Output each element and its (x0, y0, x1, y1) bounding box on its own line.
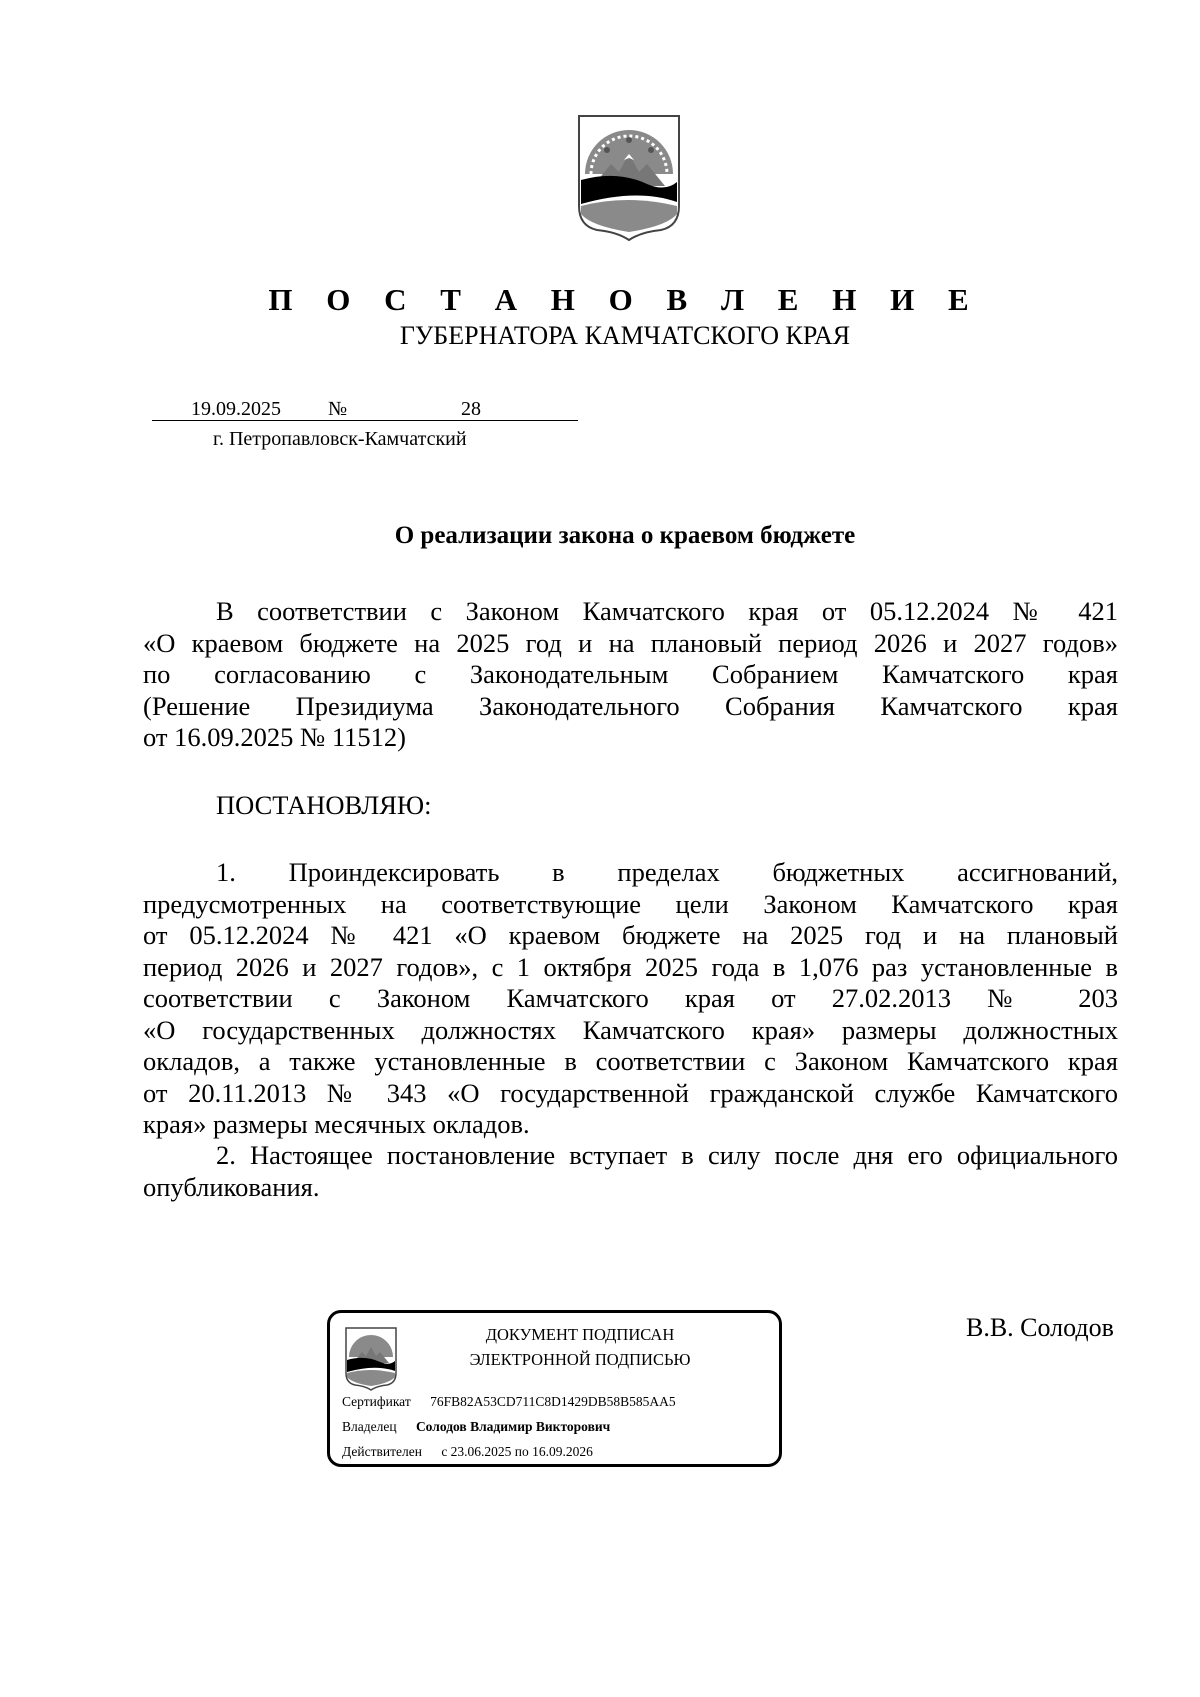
owner-value: Солодов Владимир Викторович (415, 1419, 611, 1434)
item-1-line: от 05.12.2024 № 421 «О краевом бюджете на 2025 год и на плановый (143, 920, 1118, 950)
document-date: 19.09.2025 (191, 398, 281, 420)
item-1-line: края» размеры месячных окладов. (143, 1109, 530, 1139)
certificate-row (342, 1394, 676, 1410)
item-1-line: 1. Проиндексировать в пределах бюджетных ассигнований, (216, 857, 1118, 887)
preamble (143, 596, 1118, 754)
item-1-line: период 2026 и 2027 годов», с 1 октября 2025 года в 1,076 раз установленные в (143, 951, 1118, 982)
certificate-value: 76FB82A53CD711C8D1429DB58B585AA5 (430, 1394, 676, 1409)
item-1-line: «О государственных должностях Камчатского края» размеры должностных (143, 1014, 1118, 1045)
kamchatka-emblem-logo (577, 114, 681, 242)
signer-name: В.В. Солодов (966, 1313, 1114, 1342)
item-1-line: окладов, а также установленные в соответствии с Законом Камчатского края (143, 1046, 1118, 1076)
stamp-heading-line2: ЭЛЕКТРОННОЙ ПОДПИСЬЮ (469, 1350, 691, 1369)
validity-value: с 23.06.2025 по 16.09.2026 (441, 1444, 593, 1459)
item-2 (143, 1140, 1118, 1203)
document-type-title: П О С Т А Н О В Л Е Н И Е (268, 282, 982, 317)
date-number-line (152, 398, 578, 421)
kamchatka-emblem-small-logo (345, 1327, 397, 1391)
item-1-line: от 20.11.2013 № 343 «О государственной гражданской службе Камчатского (143, 1077, 1118, 1108)
owner-row (342, 1419, 610, 1435)
preamble-line: по согласованию с Законодательным Собранием Камчатского края (143, 659, 1118, 689)
preamble-line: В соответствии с Законом Камчатского края от 05.12.2024 № 421 (216, 596, 1118, 626)
decree-word: ПОСТАНОВЛЯЮ: (216, 790, 432, 820)
owner-label: Владелец (342, 1419, 397, 1434)
item-1-line: предусмотренных на соответствующие цели Законом Камчатского края (143, 888, 1118, 919)
certificate-label: Сертификат (342, 1394, 411, 1409)
preamble-line: «О краевом бюджете на 2025 год и на плановый период 2026 и 2027 годов» (143, 627, 1118, 658)
electronic-signature-stamp (327, 1310, 782, 1467)
item-1 (143, 857, 1118, 1141)
validity-row (342, 1444, 593, 1460)
item-2-line: 2. Настоящее постановление вступает в силу после дня его официального (216, 1140, 1118, 1170)
document-subject: О реализации закона о краевом бюджете (394, 522, 856, 549)
document-number: 28 (461, 398, 481, 420)
item-1-line: соответствии с Законом Камчатского края от 27.02.2013 № 203 (143, 983, 1118, 1013)
stamp-heading-line1: ДОКУМЕНТ ПОДПИСАН (485, 1325, 675, 1344)
city: г. Петропавловск-Камчатский (213, 428, 467, 450)
item-2-line: опубликования. (143, 1171, 320, 1202)
decree-word-block (143, 790, 1118, 822)
preamble-line: от 16.09.2025 № 11512) (143, 722, 406, 752)
issuer-title: ГУБЕРНАТОРА КАМЧАТСКОГО КРАЯ (399, 321, 851, 350)
preamble-line: (Решение Президиума Законодательного Собрания Камчатского края (143, 690, 1118, 721)
validity-label: Действителен (342, 1444, 422, 1459)
number-sign: № (328, 398, 348, 420)
